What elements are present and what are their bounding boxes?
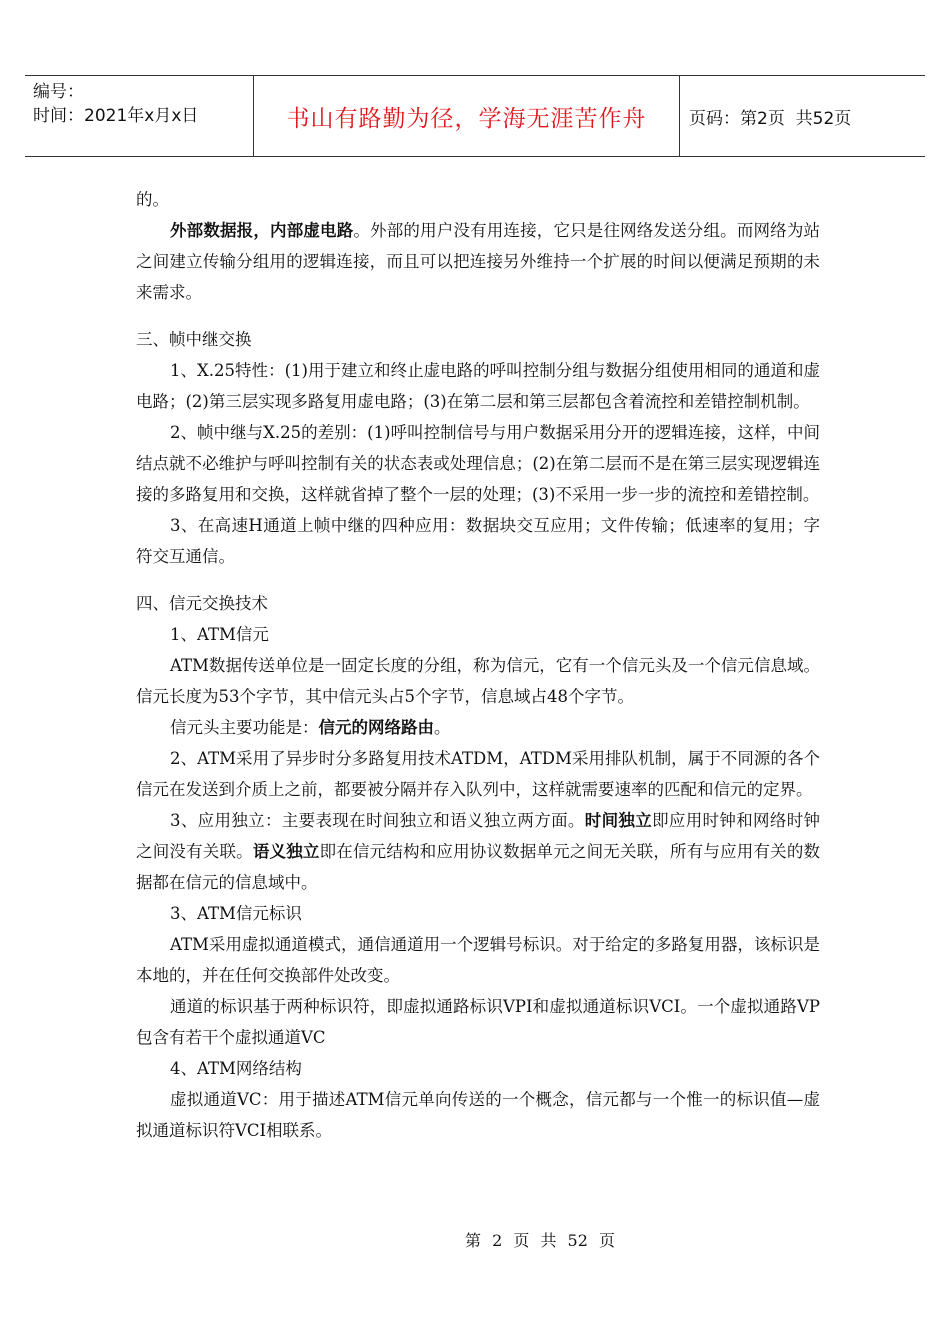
paragraph-text: 即在信元结构和应用协议数据单元之间无关联，所有与应用有关的数据都在信元的信息域中。 bbox=[136, 842, 820, 892]
paragraph bbox=[136, 215, 820, 308]
paragraph: 2、ATM采用了异步时分多路复用技术ATDM，ATDM采用排队机制，属于不同源的各个信元在发送到介质上之前，都要被分隔并存入队列中，这样就需要速率的匹配和信元的定界。 bbox=[136, 749, 820, 799]
page-header bbox=[25, 75, 925, 157]
header-meta bbox=[33, 80, 258, 128]
paragraph: 的。 bbox=[136, 190, 169, 209]
document-body bbox=[136, 184, 820, 1146]
paragraph: ATM采用虚拟通道模式，通信通道用一个逻辑号标识。对于给定的多路复用器，该标识是本地的，并在任何交换部件处改变。 bbox=[136, 935, 820, 985]
paragraph-text: 。外部的用户没有用连接，它只是往网络发送分组。而网络为站之间建立传输分组用的逻辑连接，而且可以把连接另外维持一个扩展的时间以便满足预期的未来需求。 bbox=[136, 221, 821, 302]
paragraph bbox=[136, 712, 820, 743]
bold-phrase: 时间独立 bbox=[584, 811, 653, 830]
subsection-heading: 4、ATM网络结构 bbox=[170, 1059, 302, 1078]
header-motto: 书山有路勤为径，学海无涯苦作舟 bbox=[286, 105, 647, 132]
paragraph: 虚拟通道VC：用于描述ATM信元单向传送的一个概念，信元都与一个惟一的标识值—虚拟通道标识符VCI相联系。 bbox=[136, 1090, 820, 1140]
paragraph: 2、帧中继与X.25的差别：(1)呼叫控制信号与用户数据采用分开的逻辑连接，这样，中间结点就不必维护与呼叫控制有关的状态表或处理信息；(2)在第二层而不是在第三层实现逻辑连接的多路复用和交换，这样就省掉了整个一层的处理；(3)不采用一步一步的流控和差错控制。 bbox=[136, 423, 820, 504]
bold-phrase: 语义独立 bbox=[252, 842, 320, 861]
bold-phrase: 信元的网络路由 bbox=[318, 718, 434, 737]
document-time-label: 时间：2021年x月x日 bbox=[33, 106, 199, 126]
paragraph-text: 3、应用独立：主要表现在时间独立和语义独立两方面。 bbox=[170, 811, 585, 830]
paragraph-text: 信元头主要功能是： bbox=[170, 718, 319, 737]
paragraph bbox=[136, 805, 820, 898]
paragraph: 3、在高速H通道上帧中继的四种应用：数据块交互应用；文件传输；低速率的复用；字符交互通信。 bbox=[136, 516, 820, 566]
page-footer: 第 2 页 共 52 页 bbox=[465, 1231, 615, 1250]
document-number-label: 编号： bbox=[33, 82, 84, 102]
section-title: 四、信元交换技术 bbox=[136, 594, 268, 613]
section-heading bbox=[136, 324, 820, 355]
paragraph-text: 即应用时钟和网络时钟之间没有关联。 bbox=[136, 811, 821, 861]
header-page-info bbox=[689, 76, 925, 156]
bold-phrase: 外部数据报，内部虚电路 bbox=[170, 221, 354, 240]
section-heading bbox=[136, 588, 820, 619]
section-title: 三、帧中继交换 bbox=[136, 330, 252, 349]
subsection-heading: 3、ATM信元标识 bbox=[170, 904, 302, 923]
paragraph: 通道的标识基于两种标识符，即虚拟通路标识VPI和虚拟通道标识VCI。一个虚拟通路VP包含有若干个虚拟通道VC bbox=[136, 997, 820, 1047]
header-divider bbox=[679, 76, 680, 156]
header-page-info-text: 页码：第2页 共52页 bbox=[689, 108, 852, 129]
paragraph: ATM数据传送单位是一固定长度的分组，称为信元，它有一个信元头及一个信元信息域。信元长度为53个字节，其中信元头占5个字节，信息域占48个字节。 bbox=[136, 656, 820, 706]
paragraph-text: 。 bbox=[434, 718, 451, 737]
subsection-heading: 1、ATM信元 bbox=[170, 625, 269, 644]
paragraph: 1、X.25特性：(1)用于建立和终止虚电路的呼叫控制分组与数据分组使用相同的通道和虚电路；(2)第三层实现多路复用虚电路；(3)在第二层和第三层都包含着流控和差错控制机制。 bbox=[136, 361, 820, 411]
